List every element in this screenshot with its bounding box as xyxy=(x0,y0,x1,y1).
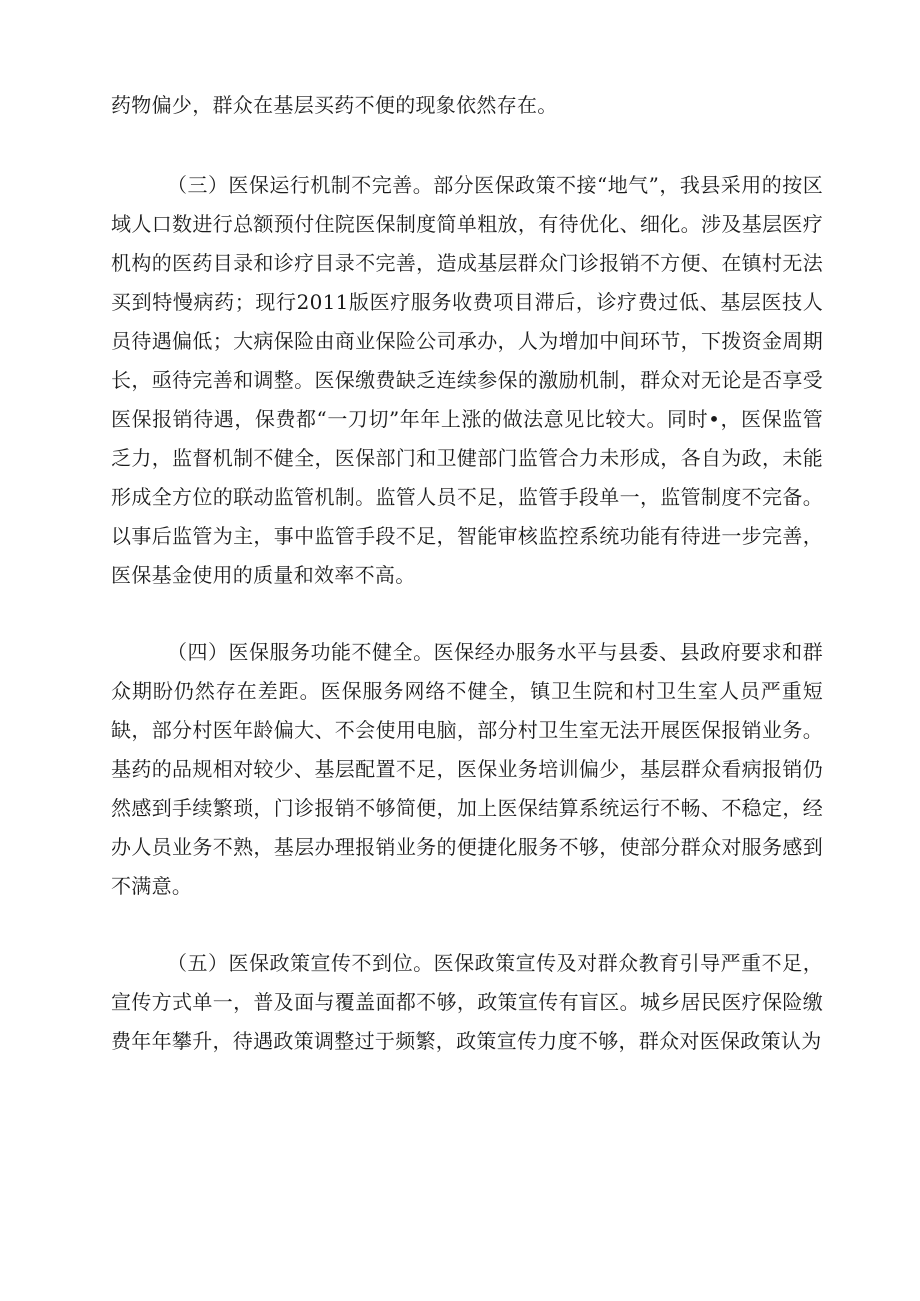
paragraph-continuation: 药物偏少，群众在基层买药不便的现象依然存在。 xyxy=(111,93,558,117)
document-body xyxy=(111,86,823,1061)
paragraph-section-4: （四）医保服务功能不健全。医保经办服务水平与县委、县政府要求和群众期盼仍然存在差距。医保服务网络不健全，镇卫生院和村卫生室人员严重短缺，部分村医年龄偏大、不会使用电脑，部分村卫生室无法开展医保报销业务。基药的品规相对较少、基层配置不足，医保业务培训偏少，基层群众看病报销仍然感到手续繁琐，门诊报销不够简便，加上医保结算系统运行不畅、不稳定，经办人员业务不熟，基层办理报销业务的便捷化服务不够，使部分群众对服务感到不满意。 xyxy=(111,640,823,898)
paragraph-section-5: （五）医保政策宣传不到位。医保政策宣传及对群众教育引导严重不足，宣传方式单一，普及面与覆盖面都不够，政策宣传有盲区。城乡居民医疗保险缴费年年攀升，待遇政策调整过于频繁，政策宣传力度不够，群众对医保政策认为 xyxy=(111,951,823,1053)
paragraph-section-3: （三）医保运行机制不完善。部分医保政策不接“地气”，我县采用的按区域人口数进行总额预付住院医保制度简单粗放，有待优化、细化。涉及基层医疗机构的医药目录和诊疗目录不完善，造成基层群众门诊报销不方便、在镇村无法买到特慢病药；现行2011版医疗服务收费项目滞后，诊疗费过低、基层医技人员待遇偏低；大病保险由商业保险公司承办，人为增加中间环节，下拨资金周期长，亟待完善和调整。医保缴费缺乏连续参保的激励机制，群众对无论是否享受医保报销待遇，保费都“一刀切”年年上涨的做法意见比较大。同时•，医保监管乏力，监督机制不健全，医保部门和卫健部门监管合力未形成，各自为政，未能形成全方位的联动监管机制。监管人员不足，监管手段单一，监管制度不完备。以事后监管为主，事中监管手段不足，智能审核监控系统功能有待进一步完善，医保基金使用的质量和效率不高。 xyxy=(111,173,823,587)
